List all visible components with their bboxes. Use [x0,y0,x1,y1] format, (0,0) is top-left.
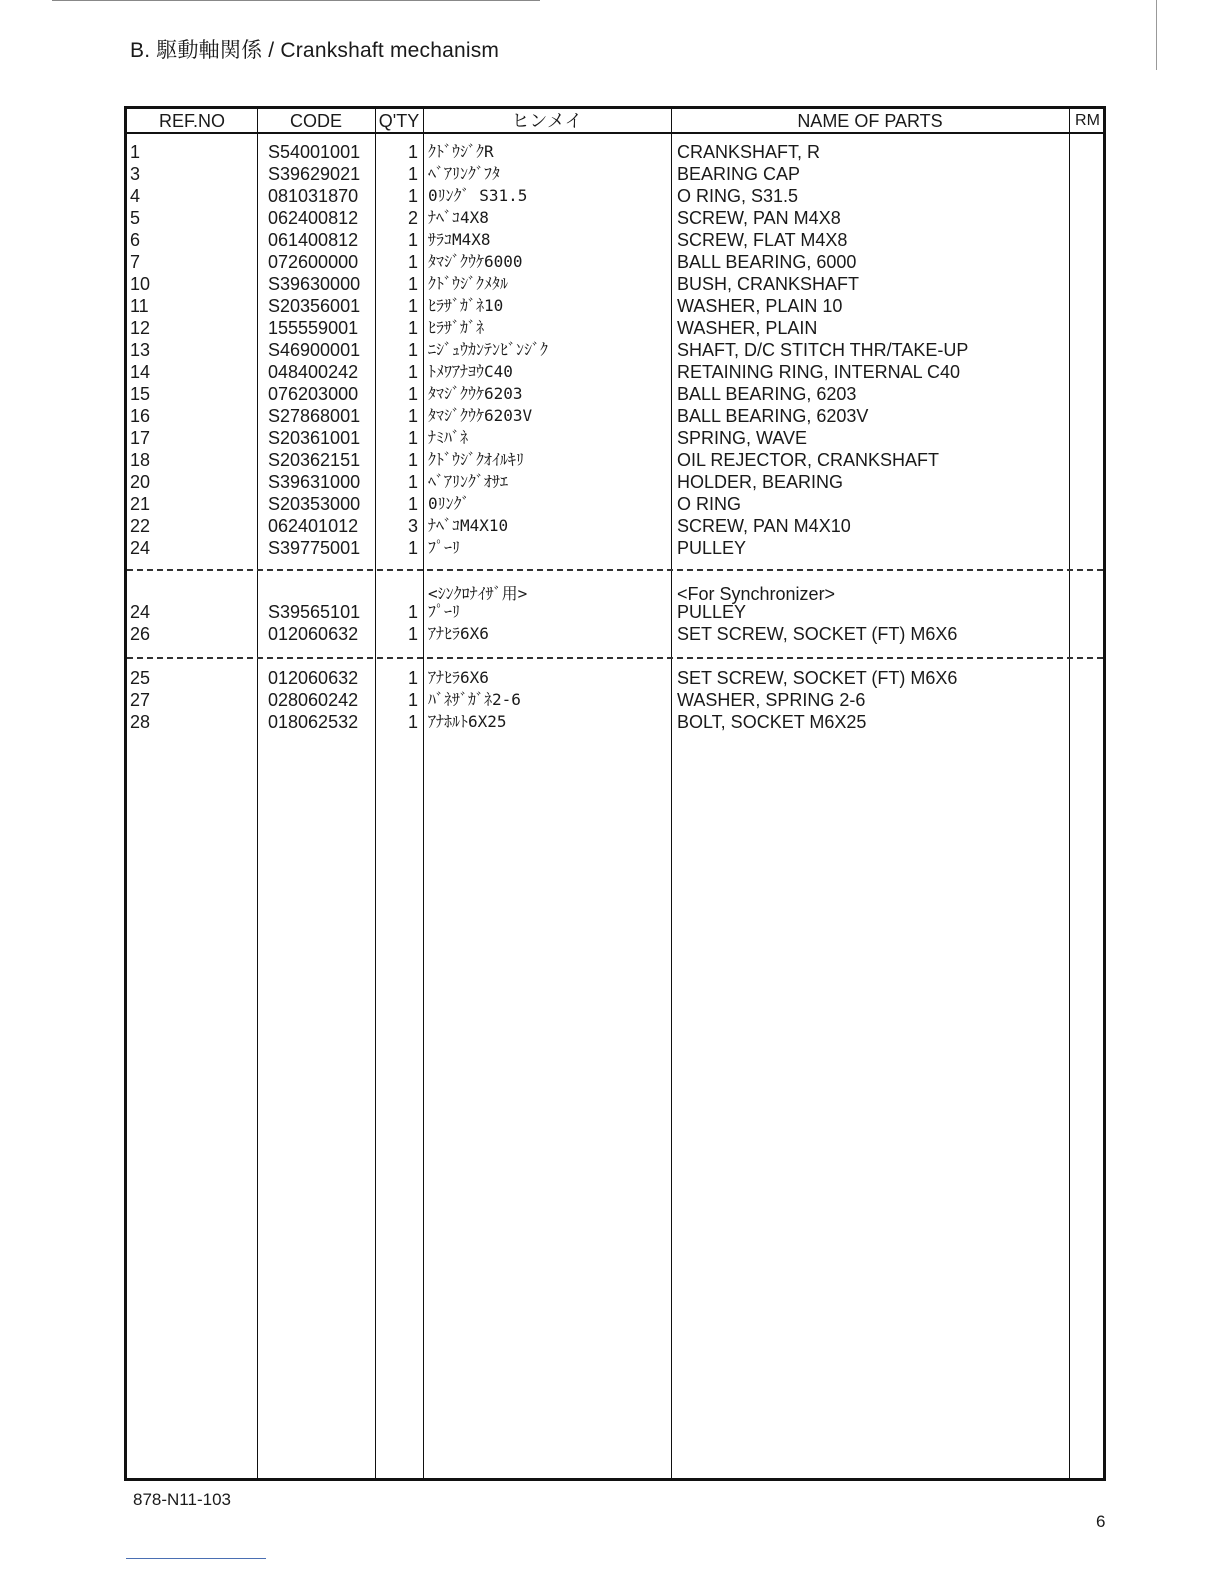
table-row [127,361,1103,383]
ref-no: 27 [130,690,151,710]
kana-name: ﾅﾐﾊﾞﾈ [428,428,469,447]
part-name: BEARING CAP [677,164,801,184]
parts-table [124,106,1106,1481]
part-code: 076203000 [268,384,359,404]
kana-name: ﾀﾏｼﾞｸｳｹ6000 [428,252,523,271]
kana-name: 0ﾘﾝｸﾞ [428,494,470,513]
part-name: BUSH, CRANKSHAFT [677,274,860,294]
table-row [127,383,1103,405]
table-row [127,207,1103,229]
kana-name: ﾍﾞｱﾘﾝｸﾞｵｻｴ [428,472,509,491]
part-name: HOLDER, BEARING [677,472,844,492]
quantity: 1 [407,406,418,426]
part-name: BALL BEARING, 6000 [677,252,857,272]
ref-no: 18 [130,450,151,470]
quantity: 1 [407,624,418,644]
part-name: PULLEY [677,602,747,622]
right-scan-rule [1156,0,1157,70]
quantity: 1 [407,164,418,184]
kana-name: ﾅﾍﾞｺM4X10 [428,516,509,535]
ref-no: 20 [130,472,151,492]
kana-name: ﾀﾏｼﾞｸｳｹ6203 [428,384,523,403]
part-name: WASHER, PLAIN 10 [677,296,843,316]
table-row [127,141,1103,163]
table-row [127,229,1103,251]
table-row [127,339,1103,361]
part-code: S20361001 [268,428,361,448]
quantity: 1 [407,252,418,272]
kana-name: ﾀﾏｼﾞｸｳｹ6203V [428,406,533,425]
kana-name: ﾌﾟｰﾘ [428,538,461,557]
part-code: S39631000 [268,472,361,492]
header-qty: Q'TY [378,111,420,131]
quantity: 1 [407,428,418,448]
table-row [127,537,1103,559]
ref-no: 12 [130,318,151,338]
table-row [127,515,1103,537]
part-code: 028060242 [268,690,359,710]
table-row [127,689,1103,711]
header-code: CODE [289,111,342,131]
table-row [127,405,1103,427]
table-row [127,449,1103,471]
ref-no: 17 [130,428,151,448]
part-code: 018062532 [268,712,359,732]
kana-name: 0ﾘﾝｸﾞ S31.5 [428,186,528,205]
part-name: WASHER, PLAIN [677,318,818,338]
ref-no: 5 [130,208,141,228]
quantity: 1 [407,712,418,732]
part-code: S46900001 [268,340,361,360]
kana-name: ﾍﾞｱﾘﾝｸﾞﾌﾀ [428,164,501,183]
quantity: 1 [407,274,418,294]
part-code: S39775001 [268,538,361,558]
part-name: SET SCREW, SOCKET (FT) M6X6 [677,624,958,644]
part-name: SHAFT, D/C STITCH THR/TAKE-UP [677,340,969,360]
quantity: 1 [407,362,418,382]
part-code: 061400812 [268,230,359,250]
ref-no: 21 [130,494,151,514]
quantity: 1 [407,230,418,250]
part-code: 081031870 [268,186,359,206]
part-code: S20356001 [268,296,361,316]
header-kana: ヒンメイ [511,111,583,131]
ref-no: 24 [130,602,151,622]
table-row [127,163,1103,185]
table-row [127,317,1103,339]
quantity: 1 [407,186,418,206]
ref-no: 15 [130,384,151,404]
part-code: S39629021 [268,164,361,184]
ref-no: 14 [130,362,151,382]
part-name: PULLEY [677,538,747,558]
kana-name: ｱﾅﾎﾙﾄ6X25 [428,712,507,731]
part-code: S20353000 [268,494,361,514]
part-name: BOLT, SOCKET M6X25 [677,712,867,732]
quantity: 1 [407,538,418,558]
part-code: S39630000 [268,274,361,294]
page-number: 6 [1096,1512,1106,1531]
quantity: 1 [407,602,418,622]
header-ref: REF.NO [158,111,225,131]
ref-no: 28 [130,712,151,732]
kana-name: ｸﾄﾞｳｼﾞｸﾒﾀﾙ [428,274,509,293]
ref-no: 7 [130,252,141,272]
header-name: NAME OF PARTS [797,111,943,131]
group2-heading-kana: <ｼﾝｸﾛﾅｲｻﾞ用> [428,584,528,603]
part-code: 072600000 [268,252,359,272]
part-name: CRANKSHAFT, R [677,142,821,162]
header-rm: RM [1075,112,1100,129]
ref-no: 6 [130,230,141,250]
part-code: 012060632 [268,668,359,688]
ref-no: 26 [130,624,151,644]
kana-name: ﾋﾗｻﾞｶﾞﾈ10 [428,296,504,315]
group2-heading-name: <For Synchronizer> [677,584,836,604]
ref-no: 13 [130,340,151,360]
part-name: O RING, S31.5 [677,186,799,206]
kana-name: ｻﾗｺM4X8 [428,230,491,249]
table-row [127,427,1103,449]
table-row [127,471,1103,493]
table-row [127,273,1103,295]
quantity: 1 [407,494,418,514]
part-name: RETAINING RING, INTERNAL C40 [677,362,961,382]
ref-no: 11 [130,296,149,316]
quantity: 1 [407,450,418,470]
part-code: 062400812 [268,208,359,228]
part-code: S20362151 [268,450,361,470]
table-row [127,251,1103,273]
quantity: 1 [407,472,418,492]
table-row [127,185,1103,207]
quantity: 1 [407,384,418,404]
table-row [127,601,1103,623]
kana-name: ｸﾄﾞｳｼﾞｸR [428,142,494,161]
part-code: 062401012 [268,516,359,536]
ref-no: 1 [130,142,141,162]
part-name: SCREW, PAN M4X8 [677,208,841,228]
quantity: 1 [407,142,418,162]
kana-name: ﾌﾟｰﾘ [428,602,461,621]
quantity: 1 [407,668,418,688]
part-code: S54001001 [268,142,361,162]
ref-no: 24 [130,538,151,558]
quantity: 3 [407,516,418,536]
kana-name: ﾄﾒﾜｱﾅﾖｳC40 [428,362,513,381]
part-name: SCREW, PAN M4X10 [677,516,851,536]
quantity: 1 [407,690,418,710]
ref-no: 3 [130,164,141,184]
part-code: S27868001 [268,406,361,426]
part-name: WASHER, SPRING 2-6 [677,690,866,710]
group-separator [127,657,1103,659]
ref-no: 10 [130,274,151,294]
ref-no: 22 [130,516,151,536]
part-code: S39565101 [268,602,361,622]
kana-name: ﾆｼﾞｭｳｶﾝﾃﾝﾋﾞﾝｼﾞｸ [428,340,549,359]
part-name: SPRING, WAVE [677,428,808,448]
part-name: OIL REJECTOR, CRANKSHAFT [677,450,940,470]
quantity: 1 [407,318,418,338]
part-code: 048400242 [268,362,359,382]
quantity: 1 [407,296,418,316]
part-code: 155559001 [268,318,359,338]
table-row [127,295,1103,317]
part-name: SET SCREW, SOCKET (FT) M6X6 [677,668,958,688]
part-name: O RING [677,494,742,514]
group-separator [127,569,1103,571]
table-row [127,711,1103,733]
kana-name: ﾅﾍﾞｺ4X8 [428,208,489,227]
part-name: BALL BEARING, 6203V [677,406,869,426]
quantity: 2 [407,208,418,228]
ref-no: 4 [130,186,141,206]
quantity: 1 [407,340,418,360]
top-scan-rule [52,0,540,1]
kana-name: ｱﾅﾋﾗ6X6 [428,668,489,687]
kana-name: ﾊﾞﾈｻﾞｶﾞﾈ2-6 [428,690,521,709]
table-row [127,623,1103,645]
kana-name: ｱﾅﾋﾗ6X6 [428,624,489,643]
kana-name: ｸﾄﾞｳｼﾞｸｵｲﾙｷﾘ [428,450,525,469]
part-code: 012060632 [268,624,359,644]
bottom-blue-rule [126,1558,266,1559]
table-row [127,493,1103,515]
table-row [127,667,1103,689]
ref-no: 16 [130,406,151,426]
kana-name: ﾋﾗｻﾞｶﾞﾈ [428,318,485,337]
document-code: 878-N11-103 [133,1490,231,1509]
part-name: BALL BEARING, 6203 [677,384,857,404]
part-name: SCREW, FLAT M4X8 [677,230,848,250]
header-rule [127,132,1103,134]
ref-no: 25 [130,668,151,688]
section-title: B. 駆動軸関係 / Crankshaft mechanism [130,39,500,62]
